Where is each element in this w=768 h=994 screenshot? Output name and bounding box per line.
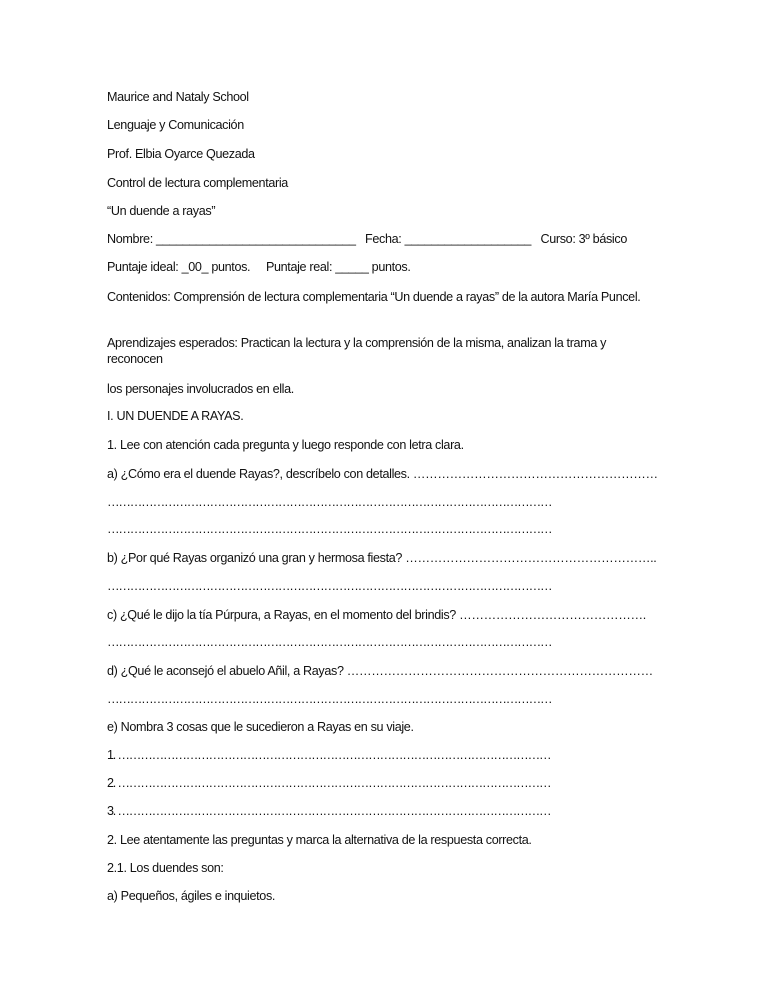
- answer-line-2: 2. ……………………………………………………………………………………………………: [107, 776, 551, 790]
- answer-line: ………………………………………………………………………………………………………: [107, 495, 552, 509]
- book-title: “Un duende a rayas”: [107, 204, 216, 218]
- answer-line: ………………………………………………………………………………………………………: [107, 692, 552, 706]
- teacher-name: Prof. Elbia Oyarce Quezada: [107, 147, 255, 161]
- option-a: a) Pequeños, ágiles e inquietos.: [107, 889, 276, 903]
- section-heading: I. UN DUENDE A RAYAS.: [107, 409, 244, 423]
- question-e: e) Nombra 3 cosas que le sucedieron a Rayas en su viaje.: [107, 720, 414, 734]
- score-line: Puntaje ideal: _00_ puntos. Puntaje real: _____ puntos.: [107, 260, 411, 274]
- section-instruction: 1. Lee con atención cada pregunta y luego responde con letra clara.: [107, 438, 464, 452]
- question-a: a) ¿Cómo era el duende Rayas?, descríbelo con detalles. ……………………………………………………: [107, 467, 658, 481]
- question-b: b) ¿Por qué Rayas organizó una gran y hermosa fiesta? ……………………………………………………..: [107, 551, 657, 565]
- question-c: c) ¿Qué le dijo la tía Púrpura, a Rayas, en el momento del brindis? ……………………………………….: [107, 608, 646, 622]
- school-name: Maurice and Nataly School: [107, 90, 249, 104]
- answer-line: ………………………………………………………………………………………………………: [107, 579, 552, 593]
- answer-line-3: 3. ……………………………………………………………………………………………………: [107, 804, 551, 818]
- expected-learning-paragraph: Aprendizajes esperados: Practican la lectura y la comprensión de la misma, analizan la trama y reconocen: [107, 336, 607, 366]
- expected-learning-continuation: los personajes involucrados en ella.: [107, 382, 294, 396]
- answer-line: ………………………………………………………………………………………………………: [107, 635, 552, 649]
- subject-name: Lenguaje y Comunicación: [107, 118, 244, 132]
- question-d: d) ¿Qué le aconsejó el abuelo Añil, a Rayas? …………………………………………………………………: [107, 664, 653, 678]
- answer-line: ………………………………………………………………………………………………………: [107, 522, 552, 536]
- question-2-1: 2.1. Los duendes son:: [107, 861, 224, 875]
- section2-instruction: 2. Lee atentamente las preguntas y marca la alternativa de la respuesta correcta.: [107, 833, 532, 847]
- student-info-line: Nombre: ______________________________ Fecha: ___________________ Curso: 3º básico: [107, 232, 627, 246]
- contents-paragraph: Contenidos: Comprensión de lectura complementaria “Un duende a rayas” de la autora María Puncel.: [107, 290, 641, 304]
- control-title: Control de lectura complementaria: [107, 176, 288, 190]
- answer-line-1: 1. ……………………………………………………………………………………………………: [107, 748, 551, 762]
